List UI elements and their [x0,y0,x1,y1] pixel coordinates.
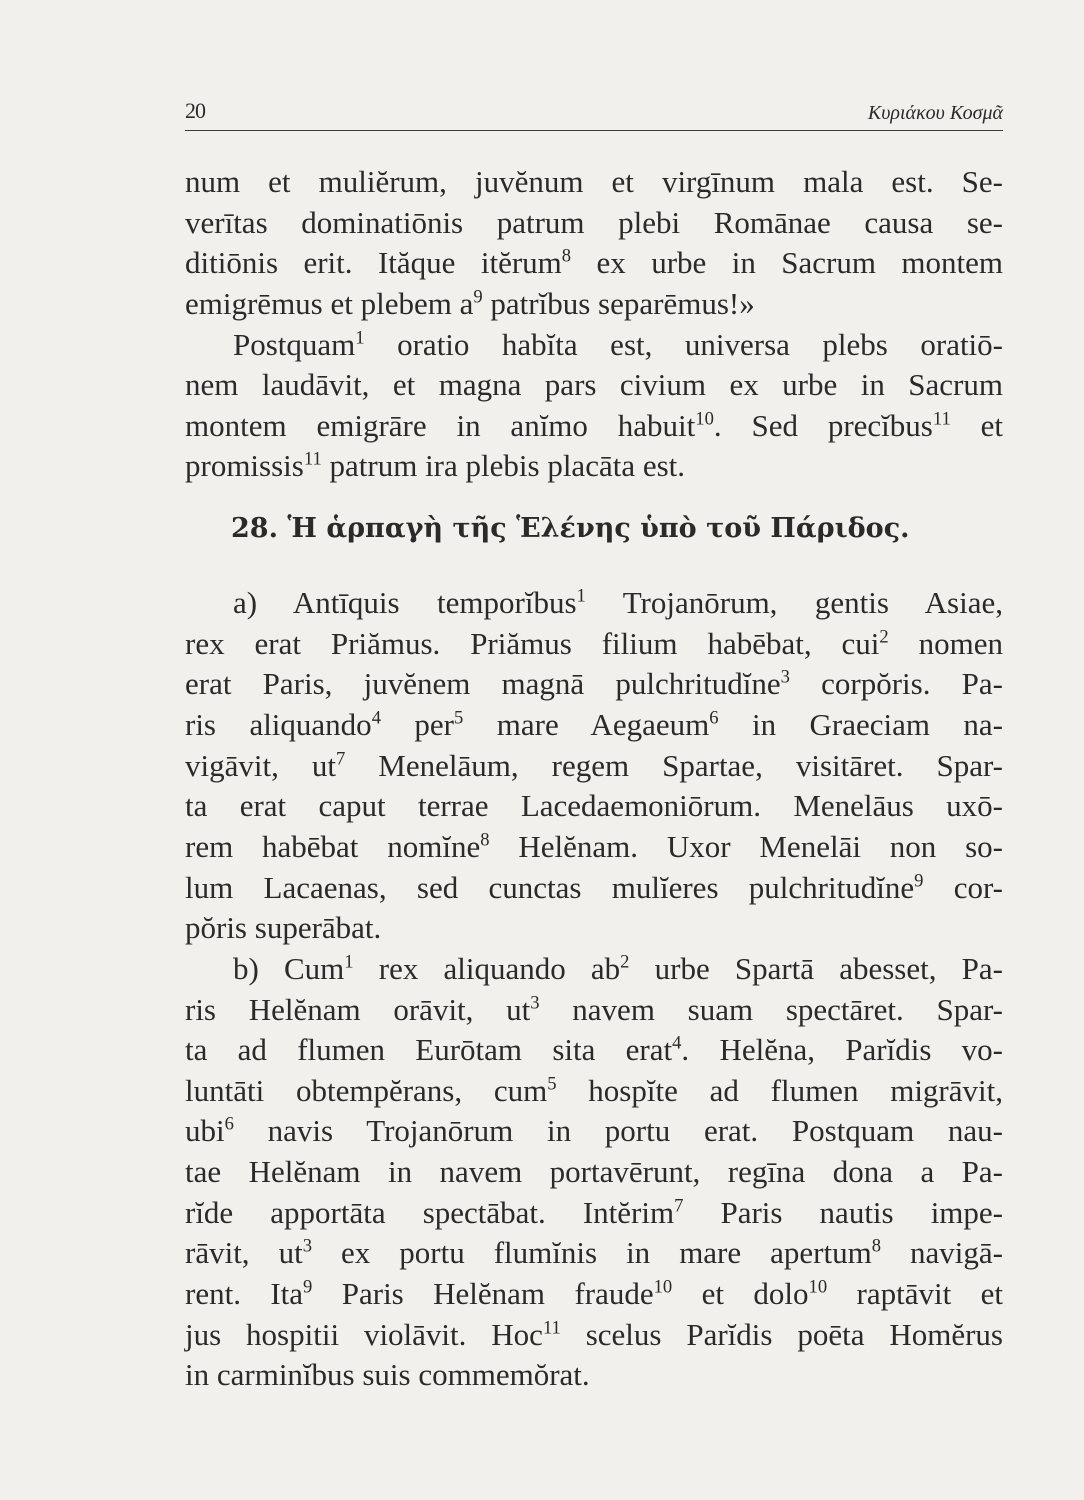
text-line: nem laudāvit, et magna pars civium ex urbe in Sacrum [185,367,1003,403]
paragraph-b [185,949,1003,1396]
text-line: ta erat caput terrae Lacedaemoniōrum. Menelāus uxō- [185,788,1003,824]
text-line: lum Lacaenas, sed cunctas mulĭeres pulchritudĭne$^9$ cor- [185,869,1003,905]
section-heading: 28. Ἡ ἁρπαγὴ τῆς Ἑλένης ὑπὸ τοῦ Πάριδος. [231,513,910,545]
text-line: num et muliĕrum, juvĕnum et virgīnum mala est. Se- [185,164,1003,199]
text-line: rĭde apportāta spectābat. Intĕrim$^7$ Paris nautis impe- [185,1194,1003,1230]
text-line: ta ad flumen Eurōtam sita erat$^4$. Helĕna, Parĭdis vo- [185,1032,1003,1068]
text-line: verītas dominatiōnis patrum plebi Romānae causa se- [185,204,1003,240]
text-line: montem emigrāre in anĭmo habuit$^{10}$. Sed precĭbus$^{11}$ et [185,407,1003,443]
text-line: rāvit, $ut^3$ ex portu flumĭnis in mare apertum$^8$ navigā- [185,1235,1003,1271]
text-line: erat Paris, juvĕnem magnā pulchritudĭne$^3$ corpŏris. Pa- [185,666,1003,702]
text-line: vigāvit, $ut^7$ Menelāum, regem Spartae, visitāret. Spar- [185,747,1003,783]
text-line: rent. Ita$^9$ Paris Helĕnam fraude$^{10}$ et dolo$^{10}$ raptāvit et [185,1276,1003,1312]
text-line: rex erat Priămus. Priămus filium habēbat, cui$^2$ nomen [185,625,1003,661]
text-line: Postquam$^1$ oratio habĭta est, universa plebs oratiō- [233,326,1003,362]
text-line: in carminĭbus suis commemŏrat. [185,1357,590,1393]
running-title: Κυριάκου Κοσμᾶ [867,102,1003,124]
text-line: rem habēbat nomĭne$^8$ Helĕnam. Uxor Menelāi non so- [185,828,1003,864]
text-line: emigrēmus et plebem $a^9$ patrĭbus separēmus!» [185,285,755,321]
text-line: ditiōnis erit. Ităque itĕrum$^8$ ex urbe in Sacrum montem [185,245,1003,281]
text-line: promissis$^{11}$ patrum ira plebis placāta est. [185,448,686,484]
paragraph-postquam [185,325,1003,488]
text-line: a) Antīquis temporĭbus$^1$ Trojanōrum, gentis Asiae, [233,585,1003,621]
paragraph-continuation [185,162,1003,325]
text-line: ris Helĕnam orāvit, $ut^3$ navem suam spectāret. Spar- [185,991,1003,1027]
text-line: luntāti obtempĕrans, cum$^5$ hospĭte ad flumen migrāvit, [185,1072,1003,1108]
text-line: ris aliquando$^4$ per$^5$ mare Aegaeum$^6$ in Graeciam na- [185,707,1003,743]
text-line: b) Cum$^1$ rex aliquando $ab^2$ urbe Spartā abesset, Pa- [233,950,1003,986]
text-line: tae Helĕnam in navem portavērunt, regīna dona a Pa- [185,1154,1003,1190]
body-text [185,162,1003,1396]
page-number: 20 [185,98,205,123]
running-header [185,96,1003,131]
text-line: jus hospitii violāvit. Hoc$^{11}$ scelus Parĭdis poēta Homĕrus [185,1316,1003,1352]
paragraph-a [185,583,1003,949]
text-line: ubi$^6$ navis Trojanōrum in portu erat. Postquam nau- [185,1113,1003,1149]
text-line: pŏris superābat. [185,910,382,946]
